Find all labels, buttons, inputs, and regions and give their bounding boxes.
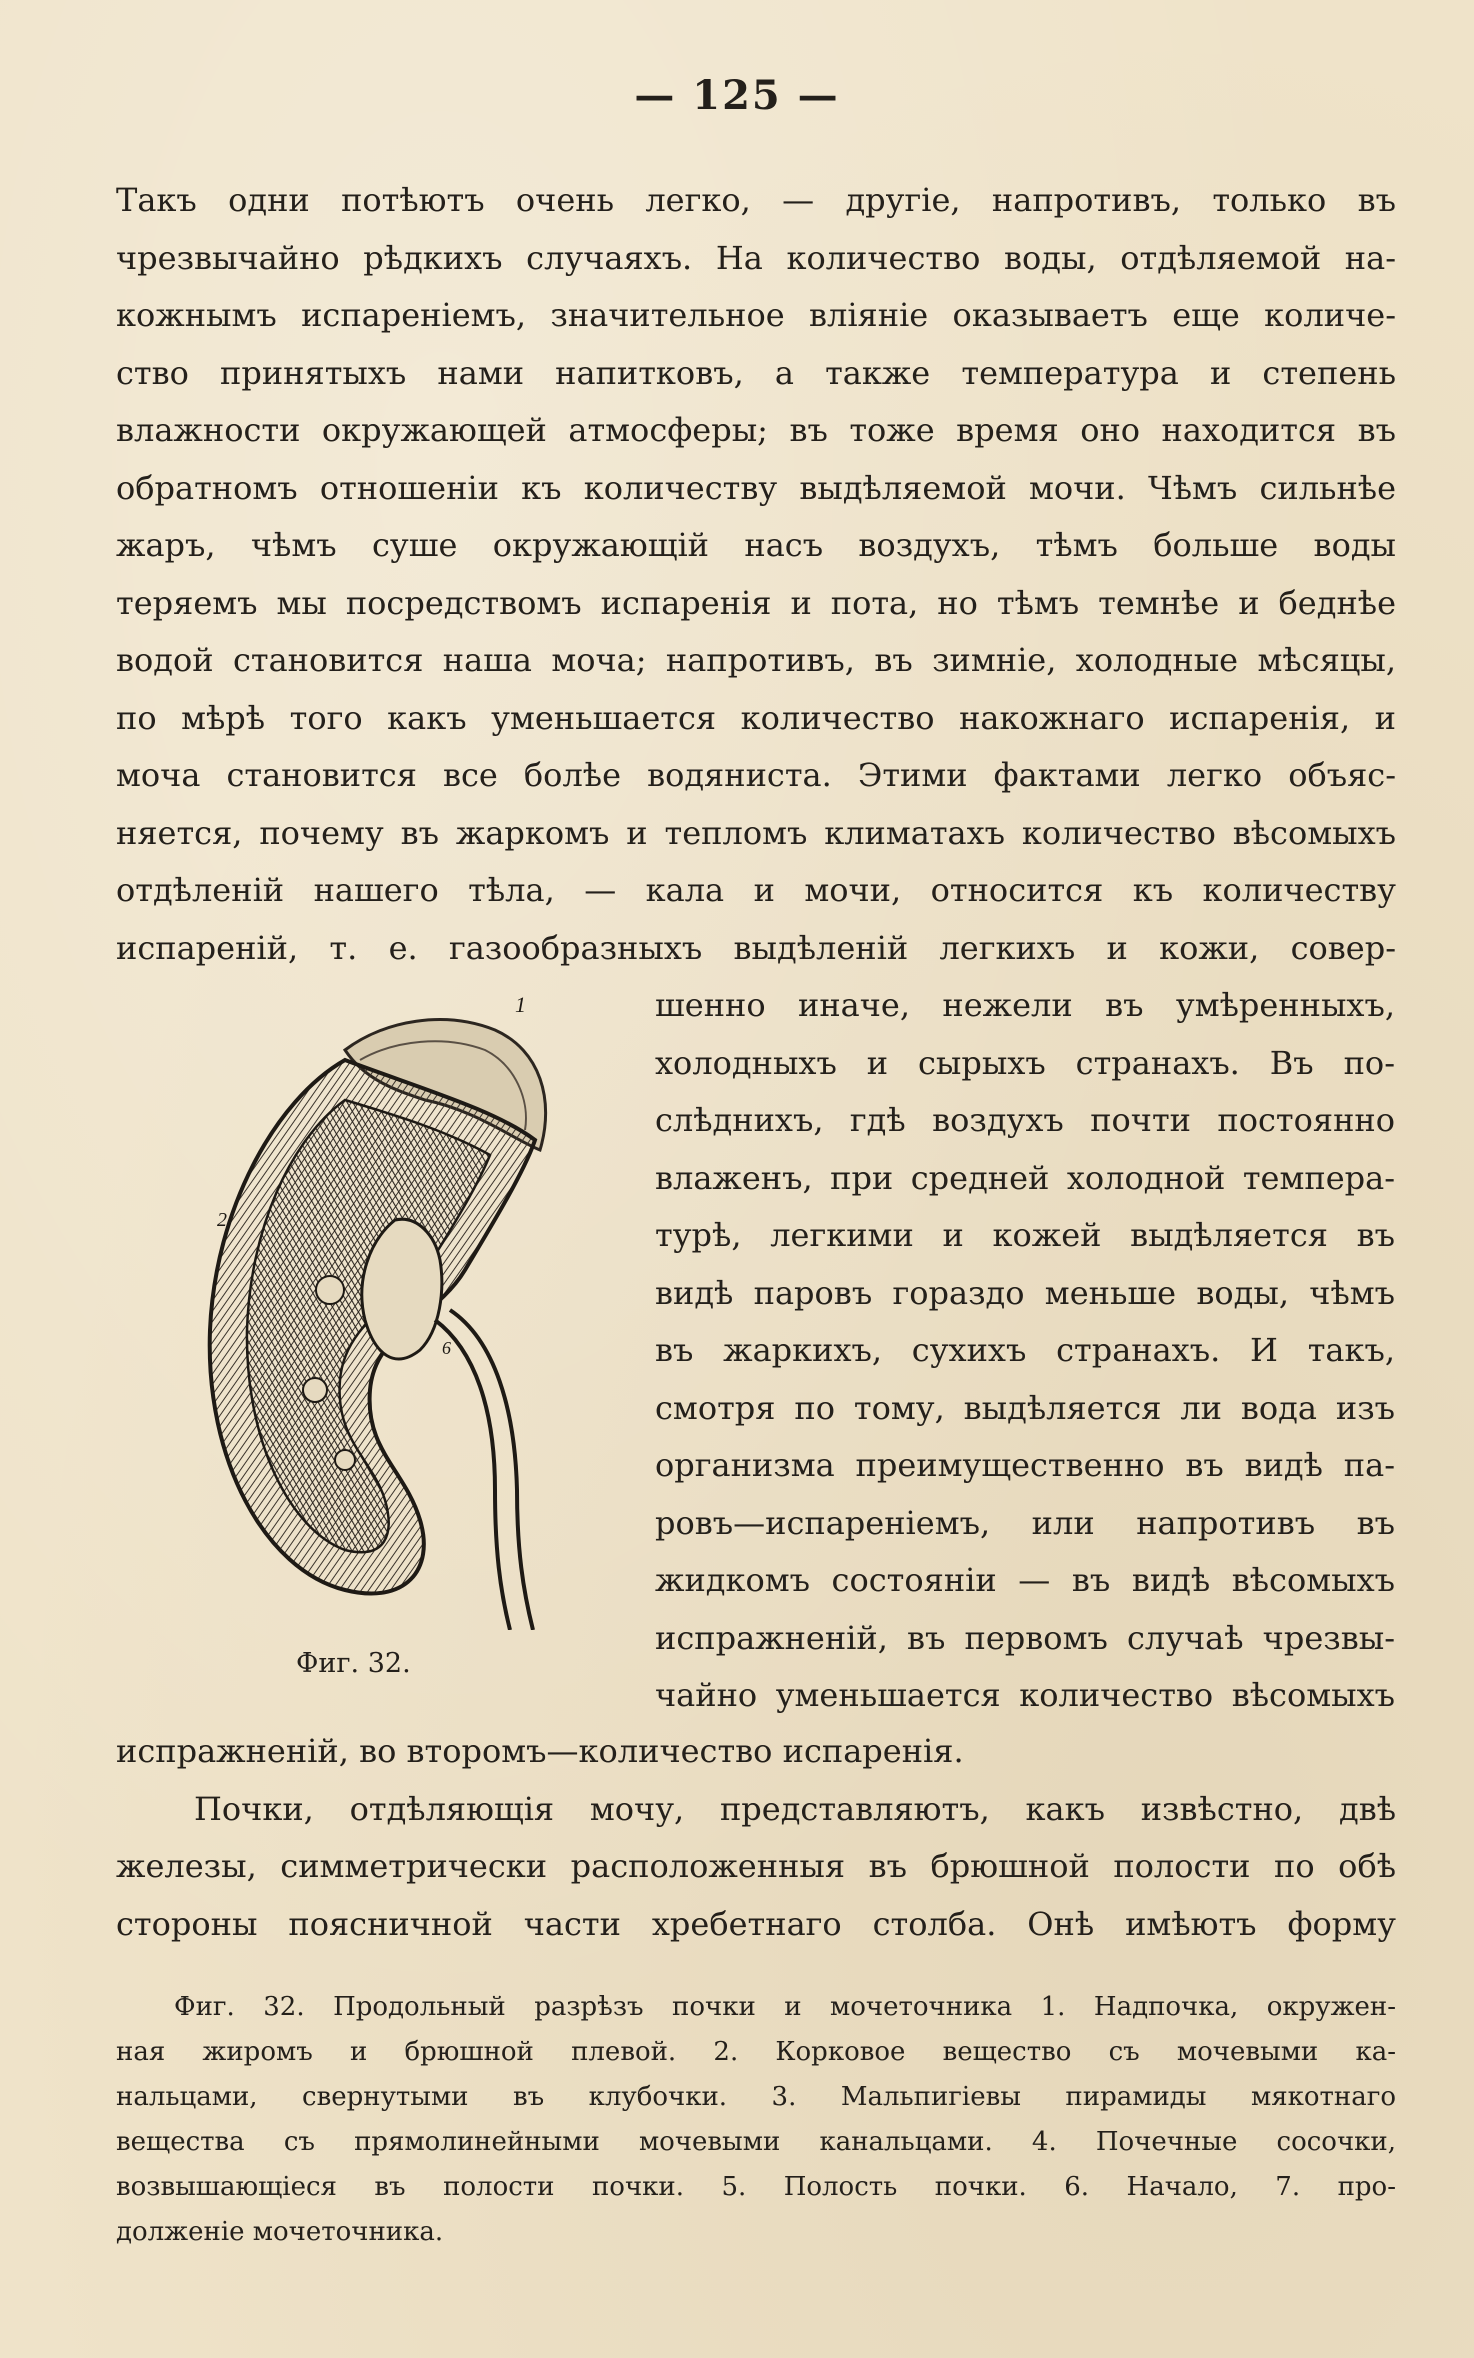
- text-line: няется, почему въ жаркомъ и тепломъ климатахъ количество вѣсомыхъ: [116, 813, 1396, 852]
- main-paragraph: [116, 172, 1396, 977]
- text-line: испареній, т. е. газообразныхъ выдѣленій легкихъ и кожи, совер-: [116, 928, 1396, 967]
- footnote-line: нальцами, свернутыми въ клубочки. 3. Мальпигіевы пирамиды мякотнаго: [116, 2082, 1396, 2112]
- text-line: смотря по тому, выдѣляется ли вода изъ: [655, 1388, 1395, 1427]
- text-line: влажности окружающей атмосферы; въ тоже время оно находится въ: [116, 411, 1396, 449]
- figure-label-2: 2: [217, 1209, 227, 1231]
- text-line: жидкомъ состояніи — въ видѣ вѣсомыхъ: [655, 1561, 1395, 1599]
- text-line: турѣ, легкими и кожей выдѣляется въ: [655, 1216, 1395, 1254]
- text-line: влаженъ, при средней холодной темпера-: [655, 1158, 1395, 1197]
- footnote-line: возвышающіеся въ полости почки. 5. Полость почки. 6. Начало, 7. про-: [116, 2172, 1396, 2202]
- closing-paragraph: [116, 1723, 1396, 1953]
- text-line: кожнымъ испареніемъ, значительное вліяніе оказываетъ еще количе-: [116, 296, 1396, 334]
- kidney-illustration: [195, 990, 575, 1630]
- text-line: ровъ—испареніемъ, или напротивъ въ: [655, 1503, 1395, 1542]
- text-line: испражненій, во второмъ—количество испаренія.: [116, 1732, 964, 1770]
- text-line: чайно уменьшается количество вѣсомыхъ: [655, 1676, 1395, 1714]
- text-line: въ жаркихъ, сухихъ странахъ. И такъ,: [655, 1331, 1395, 1369]
- figure-caption: Фиг. 32.: [296, 1648, 411, 1679]
- text-line: железы, симметрически расположенныя въ брюшной полости по обѣ: [116, 1847, 1396, 1885]
- text-line: организма преимущественно въ видѣ па-: [655, 1446, 1395, 1484]
- text-line: слѣднихъ, гдѣ воздухъ почти постоянно: [655, 1101, 1395, 1139]
- figure-label-6: 6: [442, 1338, 451, 1358]
- footnote-line: долженіе мочеточника.: [116, 2217, 444, 2247]
- page-number: — 125 —: [634, 72, 840, 119]
- text-line: отдѣленій нашего тѣла, — кала и мочи, относится къ количеству: [116, 871, 1396, 909]
- kidney-section-figure: [195, 990, 575, 1630]
- text-line: испражненій, въ первомъ случаѣ чрезвы-: [655, 1618, 1395, 1657]
- text-line: Почки, отдѣляющія мочу, представляютъ, какъ извѣстно, двѣ: [194, 1789, 1396, 1828]
- footnote-line: Фиг. 32. Продольный разрѣзъ почки и мочеточника 1. Надпочка, окружен-: [174, 1992, 1396, 2022]
- figure-label-1: 1: [515, 992, 526, 1017]
- footnote-line: вещества съ прямолинейными мочевыми канальцами. 4. Почечные сосочки,: [116, 2127, 1396, 2157]
- text-line: обратномъ отношеніи къ количеству выдѣляемой мочи. Чѣмъ сильнѣе: [116, 468, 1396, 507]
- text-line: холодныхъ и сырыхъ странахъ. Въ по-: [655, 1043, 1395, 1082]
- text-line: теряемъ мы посредствомъ испаренія и пота, но тѣмъ темнѣе и беднѣе: [116, 583, 1396, 622]
- text-line: ство принятыхъ нами напитковъ, а также температура и степень: [116, 353, 1396, 392]
- text-line: видѣ паровъ гораздо меньше воды, чѣмъ: [655, 1273, 1395, 1312]
- text-line: шенно иначе, нежели въ умѣренныхъ,: [655, 986, 1395, 1024]
- text-line: стороны поясничной части хребетнаго столба. Онѣ имѣютъ форму: [116, 1904, 1396, 1943]
- text-line: чрезвычайно рѣдкихъ случаяхъ. На количество воды, отдѣляемой на-: [116, 238, 1396, 277]
- text-line: водой становится наша моча; напротивъ, въ зимніе, холодные мѣсяцы,: [116, 641, 1396, 679]
- footnote-line: ная жиромъ и брюшной плевой. 2. Корковое вещество съ мочевыми ка-: [116, 2037, 1396, 2067]
- text-line: Такъ одни потѣютъ очень легко, — другіе, напротивъ, только въ: [116, 181, 1396, 219]
- wrapped-paragraph: [655, 977, 1395, 1725]
- text-line: моча становится все болѣе водяниста. Этими фактами легко объяс-: [116, 756, 1396, 794]
- text-line: по мѣрѣ того какъ уменьшается количество накожнаго испаренія, и: [116, 698, 1396, 737]
- text-line: жаръ, чѣмъ суше окружающій насъ воздухъ, тѣмъ больше воды: [116, 526, 1396, 564]
- figure-footnote: [116, 1985, 1396, 2255]
